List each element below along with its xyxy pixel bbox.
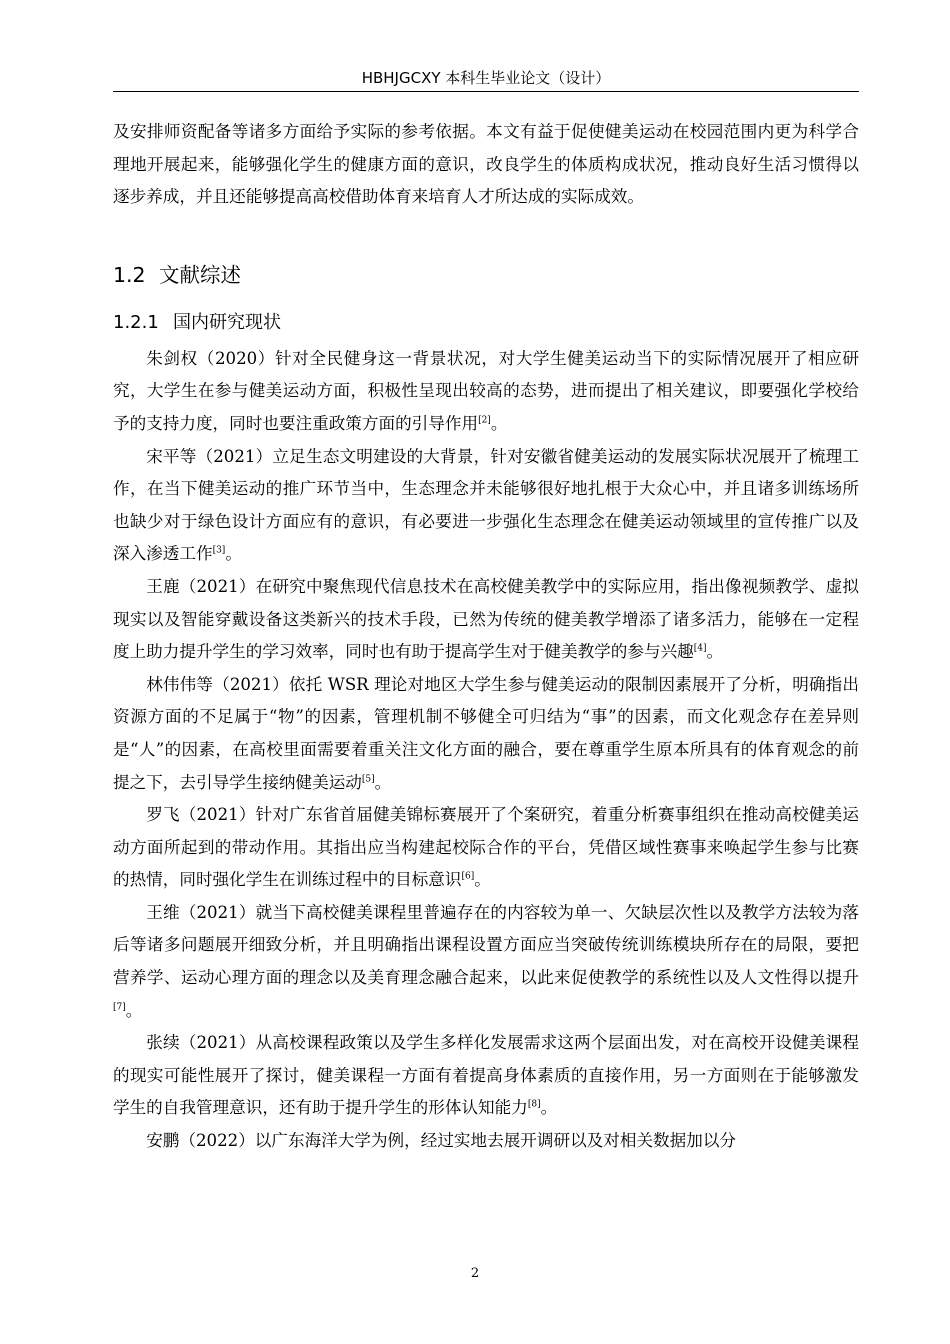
paragraph-an-peng xyxy=(113,1125,859,1158)
paragraph-luo-fei xyxy=(113,799,859,897)
paragraph-end: 。 xyxy=(125,1000,143,1020)
intro-paragraph: 及安排师资配备等诸多方面给予实际的参考依据。本文有益于促使健美运动在校园范围内更为科学合理地开展起来，能够强化学生的健康方面的意识，改良学生的体质构成状况，推动良好生活习惯得以逐步养成，并且还能够提高高校借助体育来培育人才所达成的实际成效。 xyxy=(113,122,859,207)
subsection-title: 国内研究现状 xyxy=(173,311,281,333)
paragraph-zhu-jianquan xyxy=(113,343,859,441)
citation-ref: [6] xyxy=(461,871,475,882)
paragraph-end: 。 xyxy=(225,544,242,564)
page-number: 2 xyxy=(470,1266,480,1281)
citation-ref: [5] xyxy=(361,773,375,784)
citation-ref: [7] xyxy=(113,1002,126,1013)
paragraph-text: 安鹏（2022）以广东海洋大学为例，经过实地去展开调研以及对相关数据加以分 xyxy=(146,1131,737,1151)
paragraph-end: 。 xyxy=(540,1098,558,1118)
paragraph-text: 王鹿（2021）在研究中聚焦现代信息技术在高校健美教学中的实际应用，指出像视频教学、虚拟现实以及智能穿戴设备这类新兴的技术手段，已然为传统的健美教学增添了诸多活力，能够在一定程度上助力提升学生的学习效率，同时也有助于提高学生对于健美教学的参与兴趣 xyxy=(113,576,859,662)
paragraph-end: 。 xyxy=(706,642,724,662)
citation-ref: [2] xyxy=(478,415,491,426)
citation-ref: [4] xyxy=(693,643,707,654)
paragraph-text: 罗飞（2021）针对广东省首届健美锦标赛展开了个案研究，着重分析赛事组织在推动高校健美运动方面所起到的带动作用。其指出应当构建起校际合作的平台，凭借区域性赛事来唤起学生参与比赛的热情，同时强化学生在训练过程中的目标意识 xyxy=(113,805,859,890)
subsection-number: 1.2.1 xyxy=(113,311,159,333)
paragraph-text: 宋平等（2021）立足生态文明建设的大背景，针对安徽省健美运动的发展实际状况展开了梳理工作，在当下健美运动的推广环节当中，生态理念并未能够很好地扎根于大众心中，并且诸多训练场所也缺少对于绿色设计方面应有的意识，有必要进一步强化生态理念在健美运动领域里的宣传推广以及深入渗透工作 xyxy=(113,446,859,564)
paragraph-text: 林伟伟等（2021）依托 WSR 理论对地区大学生参与健美运动的限制因素展开了分析，明确指出资源方面的不足属于“物”的因素，管理机制不够健全可归结为“事”的因素，而文化观念存在差异则是“人”的因素，在高校里面需要着重关注文化方面的融合，要在尊重学生原本所具有的体育观念的前提之下，去引导学生接纳健美运动 xyxy=(113,674,859,792)
citation-ref: [8] xyxy=(527,1099,541,1110)
paragraph-end: 。 xyxy=(374,772,392,792)
section-heading xyxy=(113,260,859,290)
paragraph-song-ping xyxy=(113,441,859,571)
citation-ref: [3] xyxy=(212,545,226,556)
paragraph-lin-weiwei xyxy=(113,669,859,799)
paragraph-text: 张续（2021）从高校课程政策以及学生多样化发展需求这两个层面出发，对在高校开设健美课程的现实可能性展开了探讨，健美课程一方面有着提高身体素质的直接作用，另一方面则在于能够激发学生的自我管理意识，还有助于提升学生的形体认知能力 xyxy=(113,1033,859,1118)
paragraph-zhang-xu xyxy=(113,1027,859,1125)
subsection-heading xyxy=(113,308,859,338)
section-title: 文献综述 xyxy=(159,262,241,287)
paragraph-wang-wei xyxy=(113,897,859,1027)
paragraph-end: 。 xyxy=(490,413,508,433)
paragraph-text: 朱剑权（2020）针对全民健身这一背景状况，对大学生健美运动当下的实际情况展开了相应研究，大学生在参与健美运动方面，积极性呈现出较高的态势，进而提出了相关建议，即要强化学校给予的支持力度，同时也要注重政策方面的引导作用 xyxy=(113,348,859,433)
page-header: HBHJGCXY 本科生毕业论文（设计） xyxy=(361,69,611,87)
header-rule xyxy=(113,91,859,92)
section-number: 1.2 xyxy=(113,262,146,287)
paragraph-text: 王维（2021）就当下高校健美课程里普遍存在的内容较为单一、欠缺层次性以及教学方法较为落后等诸多问题展开细致分析，并且明确指出课程设置方面应当突破传统训练模块所存在的局限，要把营养学、运动心理方面的理念以及美育理念融合起来，以此来促使教学的系统性以及人文性得以提升 xyxy=(113,902,859,988)
page-body xyxy=(113,116,859,1158)
paragraph-wang-lu xyxy=(113,571,859,669)
paragraph-end: 。 xyxy=(474,870,491,890)
